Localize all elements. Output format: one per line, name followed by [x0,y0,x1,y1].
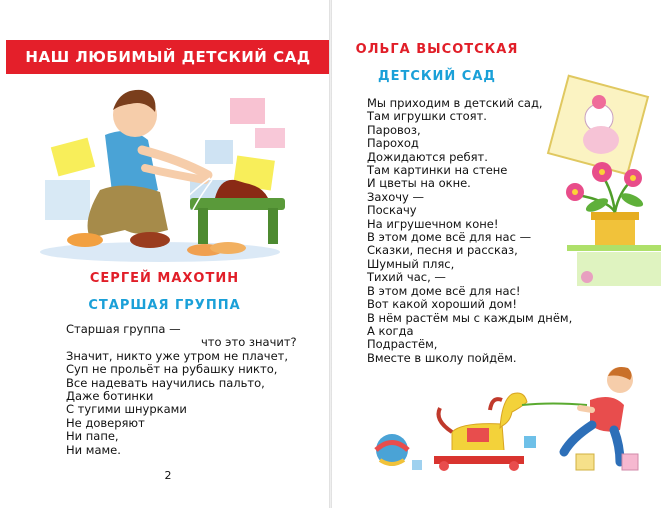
poem-line: Все надевать научились пальто, [66,375,265,390]
poem-line: Пароход [367,136,419,151]
poem-line: Дожидаются ребят. [367,149,488,164]
poem-line: Вместе в школу пойдём. [367,350,517,365]
right-author: ОЛЬГА ВЫСОТСКАЯ [355,42,519,57]
left-author: СЕРГЕЙ МАХОТИН [89,271,240,286]
poem-line: На игрушечном коне! [367,216,499,231]
poem-line: Вот какой хороший дом! [367,297,517,312]
poem-line: Значит, никто уже утром не плачет, [66,348,289,363]
poem-line: Шумный пляс, [367,256,455,271]
poem-line: В этом доме всё для нас — [367,230,532,245]
left-poem-title: СТАРШАЯ ГРУППА [88,298,241,313]
right-page [332,0,661,508]
section-title-banner: НАШ ЛЮБИМЫЙ ДЕТСКИЙ САД [6,40,330,74]
poem-line: Там картинки на стене [367,163,508,178]
poem-line: Даже ботинки [66,389,154,404]
poem-line: Ни маме. [66,442,121,457]
poem-line: Там игрушки стоят. [367,109,487,124]
poem-line: Ни папе, [66,429,119,444]
poem-line: что это значит? [201,335,297,350]
poem-line: В этом доме всё для нас! [367,283,521,298]
poem-line: В нём растём мы с каждым днём, [367,310,573,325]
boy-tying-shoelaces-illustration [30,80,320,265]
poem-line: Захочу — [367,189,425,204]
poem-line: И цветы на окне. [367,176,471,191]
poem-line: Паровоз, [367,122,421,137]
poem-line: Подрастём, [367,337,438,352]
poem-line: Старшая группа — [66,322,181,336]
poem-line: С тугими шнурками [66,402,187,417]
page-number: 2 [164,469,172,482]
poem-line: Мы приходим в детский сад, [367,96,543,110]
poem-line: Не доверяют [66,415,145,430]
picture-and-flowers-illustration [537,80,661,300]
poem-line: Сказки, песня и рассказ, [367,243,518,258]
boy-pulling-toy-horse-illustration [352,350,657,480]
poem-line: А когда [367,323,414,338]
poem-line: Тихий час, — [367,270,446,285]
poem-line: Суп не прольёт на рубашку никто, [66,362,278,377]
poem-line: Поскачу [367,203,417,218]
left-page [0,0,329,508]
right-poem-title: ДЕТСКИЙ САД [378,69,496,84]
left-poem [66,323,297,457]
